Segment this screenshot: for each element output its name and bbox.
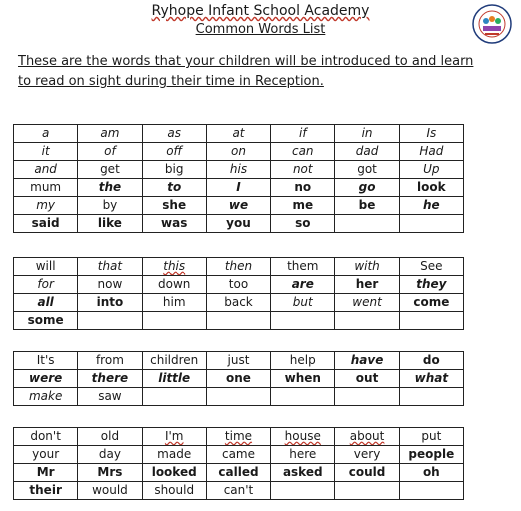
word-cell: on: [206, 143, 270, 161]
words-table-1: [13, 124, 464, 233]
word-cell: [142, 312, 206, 330]
word-cell: not: [271, 161, 335, 179]
word-cell: should: [142, 482, 206, 500]
word-cell: if: [271, 125, 335, 143]
table-row: [14, 258, 464, 276]
word-cell: could: [335, 464, 399, 482]
word-cell: when: [271, 370, 335, 388]
word-cell: and: [14, 161, 78, 179]
table-row: [14, 352, 464, 370]
table-row: [14, 125, 464, 143]
word-cell: [399, 388, 463, 406]
word-cell: are: [271, 276, 335, 294]
word-cell: at: [206, 125, 270, 143]
word-cell: to: [142, 179, 206, 197]
word-cell: [335, 482, 399, 500]
word-cell: there: [78, 370, 142, 388]
table-row: [14, 276, 464, 294]
word-cell: that: [78, 258, 142, 276]
word-cell: she: [142, 197, 206, 215]
table-row: [14, 446, 464, 464]
school-name: Ryhope Infant School Academy: [151, 3, 370, 19]
word-cell: am: [78, 125, 142, 143]
word-cell: in: [335, 125, 399, 143]
word-cell: made: [142, 446, 206, 464]
word-cell: [142, 388, 206, 406]
word-cell: do: [399, 352, 463, 370]
table-row: [14, 464, 464, 482]
word-cell: go: [335, 179, 399, 197]
word-cell: with: [335, 258, 399, 276]
word-cell: called: [206, 464, 270, 482]
word-cell: [399, 215, 463, 233]
word-cell: now: [78, 276, 142, 294]
word-cell: too: [206, 276, 270, 294]
word-cell: put: [399, 428, 463, 446]
word-cell: a: [14, 125, 78, 143]
word-cell: it: [14, 143, 78, 161]
word-cell: out: [335, 370, 399, 388]
word-cell: time: [206, 428, 270, 446]
word-cell: into: [78, 294, 142, 312]
table-row: [14, 370, 464, 388]
table-row: [14, 312, 464, 330]
word-cell: then: [206, 258, 270, 276]
word-cell: [399, 482, 463, 500]
word-cell: no: [271, 179, 335, 197]
word-cell: little: [142, 370, 206, 388]
word-cell: [78, 312, 142, 330]
word-cell: from: [78, 352, 142, 370]
word-cell: help: [271, 352, 335, 370]
word-cell: got: [335, 161, 399, 179]
word-cell: be: [335, 197, 399, 215]
word-cell: Had: [399, 143, 463, 161]
word-cell: [335, 312, 399, 330]
word-cell: but: [271, 294, 335, 312]
word-cell: went: [335, 294, 399, 312]
word-cell: here: [271, 446, 335, 464]
word-cell: [206, 388, 270, 406]
word-cell: what: [399, 370, 463, 388]
word-cell: of: [78, 143, 142, 161]
word-cell: come: [399, 294, 463, 312]
word-cell: Is: [399, 125, 463, 143]
word-cell: some: [14, 312, 78, 330]
word-cell: [335, 388, 399, 406]
word-cell: saw: [78, 388, 142, 406]
table-row: [14, 215, 464, 233]
table-row: [14, 482, 464, 500]
word-cell: my: [14, 197, 78, 215]
word-cell: back: [206, 294, 270, 312]
table-row: [14, 428, 464, 446]
word-cell: children: [142, 352, 206, 370]
words-table-3: [13, 351, 464, 406]
word-cell: looked: [142, 464, 206, 482]
table-row: [14, 143, 464, 161]
word-cell: [271, 312, 335, 330]
words-table-4: [13, 427, 464, 500]
school-logo: [472, 4, 512, 44]
word-cell: [206, 312, 270, 330]
word-cell: house: [271, 428, 335, 446]
word-cell: Up: [399, 161, 463, 179]
word-cell: just: [206, 352, 270, 370]
words-table-2: [13, 257, 464, 330]
word-cell: down: [142, 276, 206, 294]
word-cell: day: [78, 446, 142, 464]
word-cell: can't: [206, 482, 270, 500]
word-cell: were: [14, 370, 78, 388]
word-cell: about: [335, 428, 399, 446]
word-cell: he: [399, 197, 463, 215]
word-cell: all: [14, 294, 78, 312]
word-cell: get: [78, 161, 142, 179]
word-cell: [335, 215, 399, 233]
table-row: [14, 197, 464, 215]
word-cell: them: [271, 258, 335, 276]
word-cell: look: [399, 179, 463, 197]
word-cell: you: [206, 215, 270, 233]
word-cell: old: [78, 428, 142, 446]
word-cell: for: [14, 276, 78, 294]
word-cell: we: [206, 197, 270, 215]
word-cell: her: [335, 276, 399, 294]
word-cell: It's: [14, 352, 78, 370]
word-cell: as: [142, 125, 206, 143]
word-cell: Mrs: [78, 464, 142, 482]
word-cell: was: [142, 215, 206, 233]
word-cell: him: [142, 294, 206, 312]
word-cell: can: [271, 143, 335, 161]
word-cell: will: [14, 258, 78, 276]
word-cell: [271, 482, 335, 500]
word-cell: his: [206, 161, 270, 179]
word-cell: they: [399, 276, 463, 294]
word-cell: don't: [14, 428, 78, 446]
page-title: Common Words List: [195, 22, 326, 37]
word-cell: mum: [14, 179, 78, 197]
word-cell: I'm: [142, 428, 206, 446]
table-row: [14, 161, 464, 179]
word-cell: your: [14, 446, 78, 464]
word-cell: said: [14, 215, 78, 233]
word-cell: asked: [271, 464, 335, 482]
word-cell: one: [206, 370, 270, 388]
word-cell: [271, 388, 335, 406]
table-row: [14, 388, 464, 406]
word-cell: have: [335, 352, 399, 370]
word-cell: dad: [335, 143, 399, 161]
word-cell: [399, 312, 463, 330]
word-cell: Mr: [14, 464, 78, 482]
word-cell: this: [142, 258, 206, 276]
word-cell: I: [206, 179, 270, 197]
word-cell: their: [14, 482, 78, 500]
word-cell: would: [78, 482, 142, 500]
word-cell: people: [399, 446, 463, 464]
word-cell: oh: [399, 464, 463, 482]
word-cell: big: [142, 161, 206, 179]
word-cell: make: [14, 388, 78, 406]
word-cell: See: [399, 258, 463, 276]
word-cell: came: [206, 446, 270, 464]
word-cell: me: [271, 197, 335, 215]
word-cell: very: [335, 446, 399, 464]
word-cell: the: [78, 179, 142, 197]
word-cell: so: [271, 215, 335, 233]
word-cell: off: [142, 143, 206, 161]
table-row: [14, 179, 464, 197]
intro-text: These are the words that your children will be introduced to and learn to read on sight during their time in Reception.: [18, 54, 474, 89]
word-cell: like: [78, 215, 142, 233]
table-row: [14, 294, 464, 312]
word-cell: by: [78, 197, 142, 215]
